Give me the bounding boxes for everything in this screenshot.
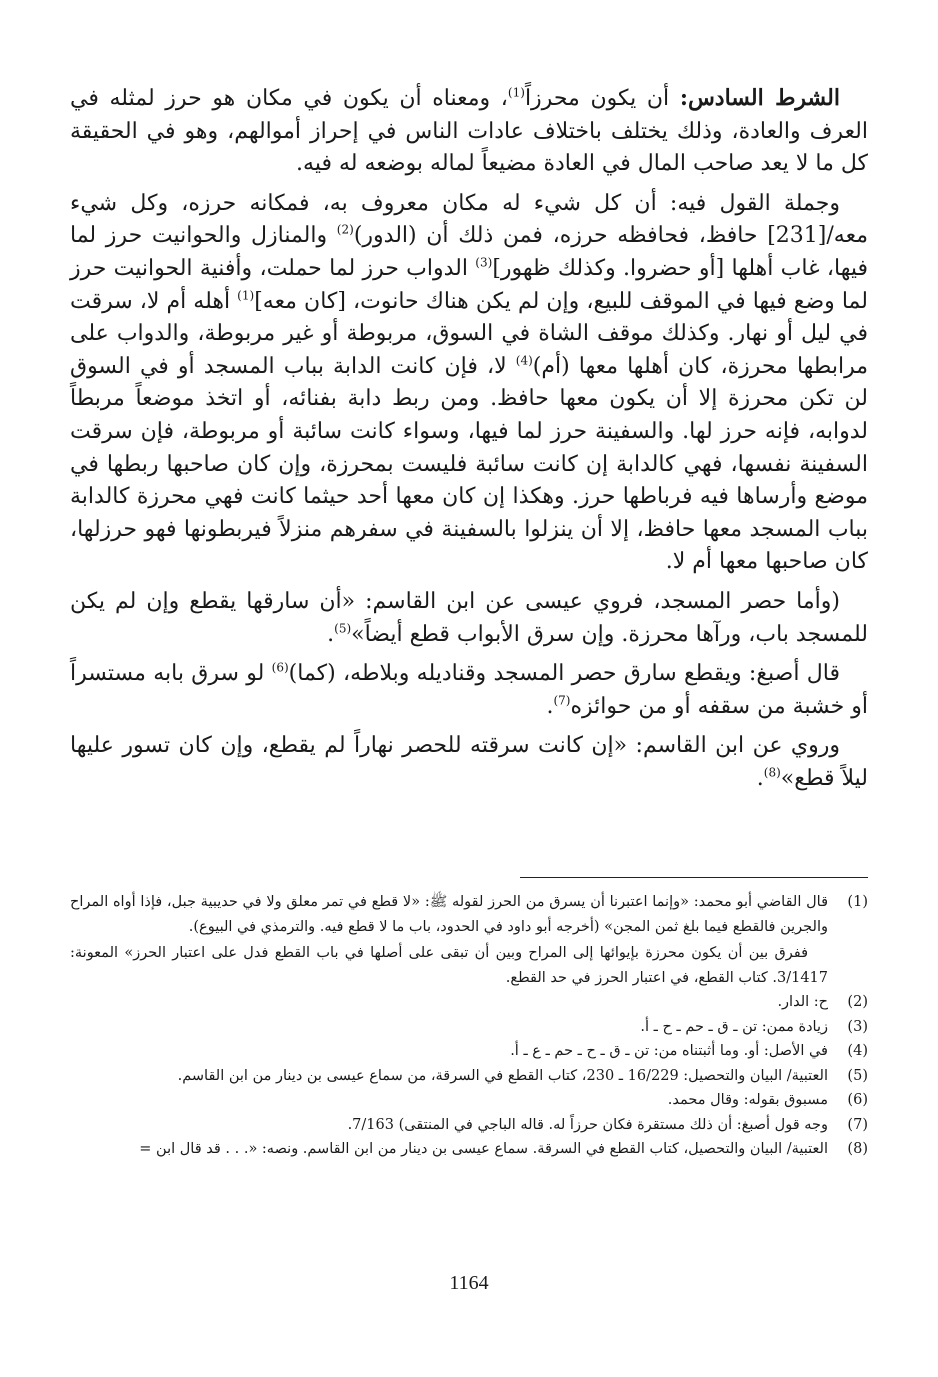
paragraph-text: ، ومعناه أن يكون في مكان هو حرز لمثله في العرف والعادة، وذلك يختلف باختلاف عادات الناس في إحراز أموالهم، وهو في الحقيقة كل ما لا يعد صاحب المال في العادة مضيعاً لماله بوضعه له فيه. <box>70 86 868 177</box>
footnote-number: (4) <box>847 1043 868 1059</box>
footnote <box>70 990 868 1015</box>
paragraph-text: (وأما حصر المسجد، فروي عيسى عن ابن القاسم: «أن سارقها يقطع وإن لم يكن للمسجد باب، ورآها محرزة. وإن سرق الأبواب قطع أيضاً» <box>70 588 868 647</box>
footnote <box>70 890 868 939</box>
footnote-ref[interactable]: (6) <box>271 660 289 675</box>
paragraph-text: قال أصبغ: ويقطع سارق حصر المسجد وقناديله وبلاطه، (كما) <box>288 661 840 687</box>
footnote <box>70 1064 868 1089</box>
main-text <box>70 82 868 802</box>
footnote-ref[interactable]: (7) <box>553 693 571 708</box>
page-number: 1164 <box>449 1272 489 1294</box>
footnote-text: العتبية/ البيان والتحصيل، كتاب القطع في السرقة. سماع عيسى بن دينار من ابن القاسم. ونصه: «. . . قد قال ابن = <box>139 1141 828 1157</box>
paragraph <box>70 586 868 651</box>
footnote-text: مسبوق بقوله: وقال محمد. <box>667 1092 828 1108</box>
footnote-number: (2) <box>847 994 868 1010</box>
paragraph <box>70 658 868 723</box>
footnote <box>70 1015 868 1040</box>
paragraph-text: والمنازل والحوانيت حرز لما فيها، غاب أهلها [أو حضروا. وكذلك ظهور] <box>70 223 868 281</box>
footnote-text: في الأصل: أو. وما أثبتناه من: تن ـ ق ـ ح ـ حم ـ ع ـ أ. <box>510 1043 828 1059</box>
footnote-ref[interactable]: (5) <box>334 621 352 636</box>
paragraph <box>70 188 868 579</box>
footnote-text: ح: الدار. <box>777 994 828 1010</box>
paragraph-text: لو سرق بابه مستسراً أو خشبة من سقفه أو من حوائزه <box>70 661 868 719</box>
footnote-text: قال القاضي أبو محمد: «وإنما اعتبرنا أن يسرق من الحرز لقوله ﷺ: «لا قطع في تمر معلق ولا في حديبية جبل، فإذا أواه المراح والجرين فالقطع فيما بلغ ثمن المجن» (أخرجه أبو داود في الحدود، باب ما لا قطع فيه. والترمذي في البيوع). <box>70 894 828 935</box>
paragraph-text: أن يكون محرزاً <box>524 86 680 111</box>
footnote <box>70 1088 868 1113</box>
paragraph-text: . <box>756 765 764 791</box>
paragraph-text: . <box>327 621 335 647</box>
footnote-text: ففرق بين أن يكون محرزة بإيوائها إلى المراح وبين أن تبقى على أصلها في باب القطع فدل على اعتبار الحرز» المعونة: 3/1417. كتاب القطع، في اعتبار الحرز في حد القطع. <box>70 945 828 986</box>
footnote-ref[interactable]: (8) <box>763 765 781 780</box>
footnote-separator <box>520 877 868 878</box>
footnote-ref[interactable]: (1) <box>237 288 255 303</box>
footnote-number: (3) <box>847 1018 868 1035</box>
footnote-number: (5) <box>847 1067 868 1084</box>
paragraph-text: . <box>546 693 554 719</box>
footnote-ref[interactable]: (4) <box>515 353 533 368</box>
footnote-number <box>828 941 868 990</box>
paragraph-text: وروي عن ابن القاسم: «إن كانت سرقته للحصر نهاراً لم يقطع، وإن كان تسور عليها ليلاً قطع» <box>70 733 868 791</box>
footnote-number: (6) <box>847 1092 868 1108</box>
footnotes <box>70 890 868 1162</box>
footnote-ref[interactable]: (3) <box>475 255 493 270</box>
footnote-text: زيادة ممن: تن ـ ق ـ حم ـ ح ـ أ. <box>640 1018 828 1035</box>
footnote-ref[interactable]: (1) <box>507 85 525 100</box>
footnote-ref[interactable]: (2) <box>336 223 354 238</box>
footnote <box>70 1137 868 1162</box>
paragraph <box>70 82 868 181</box>
section-heading: الشرط السادس: <box>679 85 840 111</box>
footnote <box>70 1113 868 1138</box>
paragraph <box>70 730 868 795</box>
footnote-number: (8) <box>847 1141 868 1157</box>
footnote <box>70 941 868 990</box>
paragraph-text: أهله أم لا، سرقت في ليل أو نهار. وكذلك موقف الشاة في السوق، مربوطة أو غير مربوطة، والدواب على مرابطها محرزة، كان أهلها معها (أم) <box>70 288 868 379</box>
paragraph-text: الدواب حرز لما حملت، وأفنية الحوانيت حرز لما وضع فيها في الموقف للبيع، وإن لم يكن هناك حانوت، [كان معه] <box>70 255 868 314</box>
footnote-text: العتبية/ البيان والتحصيل: 16/229 ـ 230، كتاب القطع في السرقة، من سماع عيسى بن دينار من ابن القاسم. <box>177 1067 828 1084</box>
footnote-number: (1) <box>847 894 868 910</box>
footnote <box>70 1039 868 1064</box>
footnote-number: (7) <box>847 1116 868 1133</box>
paragraph-text: لا، فإن كانت الدابة بباب المسجد أو في السوق لن تكن محرزة إلا أن يكون معها حافظ. ومن ربط دابة بفنائه، أو اتخذ موضعاً مربطاً لدوابه، فإنه حرز لها. والسفينة حرز لما فيها، وسواء كانت سائبة أو مربوطة، فإن سرقت السفينة نفسها، فهي كالدابة إن كانت سائبة فليست بمحرزة، وإن كان صاحبها ربطها في موضع وأرساها فيه فرباطها حرز. وهكذا إن كان معها أحد حيثما كانت فهي محرزة كالدابة بباب المسجد معها حافظ، إلا أن ينزلوا بالسفينة في سفرهم منزلاً فيربطونها فهو حرزلها، كان صاحبها معها أم لا. <box>70 353 869 575</box>
footnote-text: وجه قول أصبغ: أن ذلك مستقرة فكان حرزاً له. قاله الباجي في المنتقى) 7/163. <box>347 1116 828 1133</box>
paragraph-text: وجملة القول فيه: أن كل شيء له مكان معروف به، فمكانه حرزه، وكل شيء معه/[231] حافظ، فحافظه حرزه، فمن ذلك أن (الدور) <box>70 190 868 249</box>
